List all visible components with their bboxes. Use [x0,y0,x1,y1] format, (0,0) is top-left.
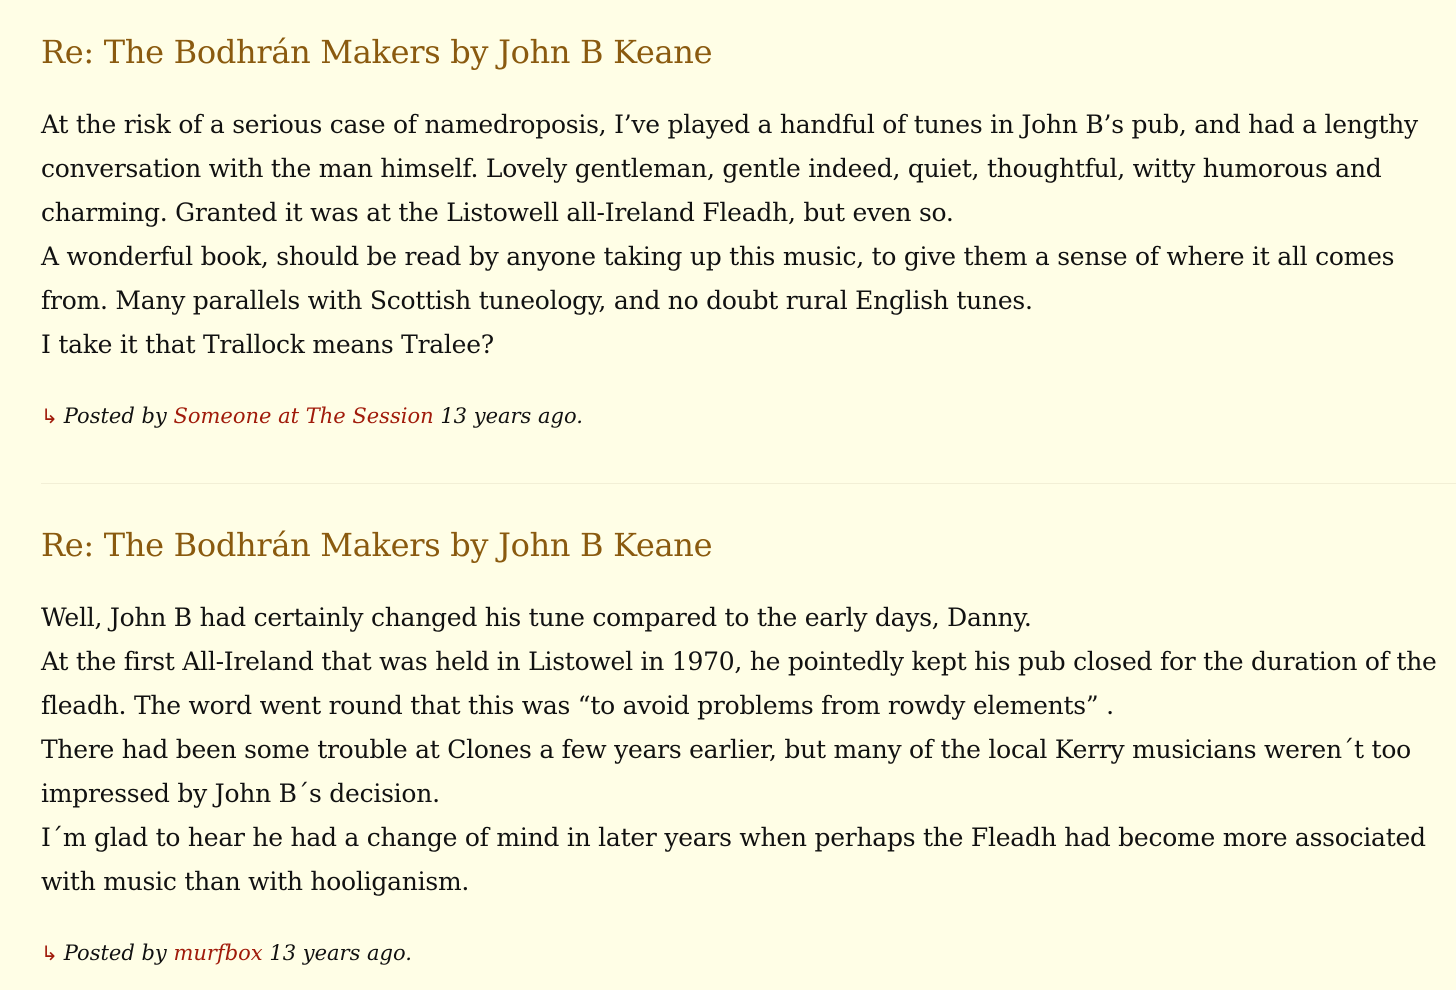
post-divider [41,483,1456,484]
comment-paragraph: There had been some trouble at Clones a few years earlier, but many of the local Kerry musicians weren´t too impressed by John B´s decision. [41,735,1411,808]
comment-paragraph: A wonderful book, should be read by anyone taking up this music, to give them a sense of where it all comes from. Many parallels with Scottish tuneology, and no doubt rural English tunes. [41,242,1395,315]
comment-meta [41,401,1441,431]
author-link[interactable]: Someone at The Session [173,404,434,428]
comment-body [41,596,1441,904]
comment-paragraph: Well, John B had certainly changed his tune compared to the early days, Danny. [41,603,1032,632]
comment-meta [41,938,1441,968]
reply-arrow-icon: ↳ [41,941,58,965]
comment-title: Re: The Bodhrán Makers by John B Keane [41,526,713,564]
comment-body [41,103,1441,367]
comment-title: Re: The Bodhrán Makers by John B Keane [41,33,713,71]
comment-post [41,524,1441,968]
comment-paragraph: I´m glad to hear he had a change of mind in later years when perhaps the Fleadh had become more associated with music than with hooliganism. [41,823,1426,896]
posted-by-label: Posted by [63,941,167,965]
comment-post [41,31,1441,431]
comment-paragraph: I take it that Trallock means Tralee? [41,330,494,359]
reply-arrow-icon: ↳ [41,404,58,428]
comment-paragraph: At the first All-Ireland that was held in Listowel in 1970, he pointedly kept his pub closed for the duration of the fleadh. The word went round that this was “to avoid problems from rowdy elements” . [41,647,1437,720]
posted-by-label: Posted by [63,404,167,428]
author-link[interactable]: murfbox [173,941,263,965]
comment-paragraph: At the risk of a serious case of namedroposis, I’ve played a handful of tunes in John B’s pub, and had a lengthy conversation with the man himself. Lovely gentleman, gentle indeed, quiet, thoughtful, witty humorous and charming. Granted it was at the Listowell all-Ireland Fleadh, but even so. [41,110,1418,227]
post-time: 13 years ago. [269,941,412,965]
post-time: 13 years ago. [440,404,583,428]
